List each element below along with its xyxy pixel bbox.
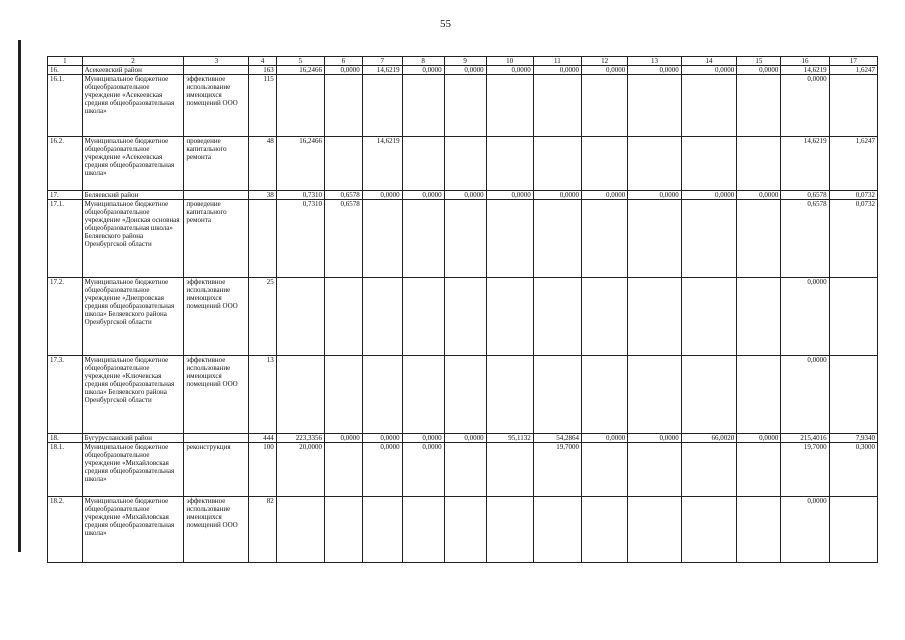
institution-name: Муниципальное бюджетное общеобразовательное учреждение «Асекеевская средняя общеобразовательная школа» bbox=[82, 137, 184, 191]
amount-cell: 0,0000 bbox=[533, 191, 581, 200]
measure-type: эффективное использование имеющихся помещений ООО bbox=[184, 278, 249, 356]
amount-cell bbox=[276, 75, 324, 137]
column-number-header: 1 bbox=[48, 57, 83, 66]
amount-cell: 215,4016 bbox=[781, 434, 829, 443]
amount-cell bbox=[402, 75, 444, 137]
amount-cell: 0,0000 bbox=[402, 443, 444, 497]
amount-cell bbox=[276, 497, 324, 563]
amount-cell bbox=[737, 137, 781, 191]
amount-cell bbox=[681, 356, 737, 434]
amount-cell bbox=[444, 497, 486, 563]
amount-cell bbox=[276, 356, 324, 434]
amount-cell: 0,3000 bbox=[829, 443, 877, 497]
column-number-header: 15 bbox=[737, 57, 781, 66]
amount-cell bbox=[628, 75, 682, 137]
amount-cell: 0,0000 bbox=[628, 434, 682, 443]
amount-cell: 14,6219 bbox=[781, 66, 829, 75]
amount-cell: 0,0000 bbox=[582, 191, 628, 200]
capacity bbox=[249, 200, 276, 278]
amount-cell: 0,0000 bbox=[444, 191, 486, 200]
amount-cell bbox=[582, 75, 628, 137]
row-number: 17.3. bbox=[48, 356, 83, 434]
amount-cell bbox=[402, 137, 444, 191]
amount-cell bbox=[681, 137, 737, 191]
margin-bar bbox=[18, 40, 21, 552]
amount-cell bbox=[325, 497, 363, 563]
measure-type: проведение капитального ремонта bbox=[184, 137, 249, 191]
capacity: 82 bbox=[249, 497, 276, 563]
amount-cell: 0,7310 bbox=[276, 191, 324, 200]
column-number-header: 6 bbox=[325, 57, 363, 66]
amount-cell: 14,6219 bbox=[781, 137, 829, 191]
amount-cell bbox=[582, 443, 628, 497]
amount-cell bbox=[628, 356, 682, 434]
amount-cell: 0,0000 bbox=[681, 66, 737, 75]
capacity: 25 bbox=[249, 278, 276, 356]
amount-cell bbox=[829, 497, 877, 563]
amount-cell: 0,0000 bbox=[362, 434, 402, 443]
amount-cell: 0,0000 bbox=[402, 66, 444, 75]
amount-cell: 0,0000 bbox=[533, 66, 581, 75]
school-row bbox=[48, 137, 878, 191]
institution-name: Муниципальное бюджетное общеобразовательное учреждение «Асекеевская средняя общеобразовательная школа» bbox=[82, 75, 184, 137]
column-number-header: 9 bbox=[444, 57, 486, 66]
row-number: 16.2. bbox=[48, 137, 83, 191]
column-number-header: 10 bbox=[486, 57, 533, 66]
amount-cell: 0,0000 bbox=[444, 434, 486, 443]
amount-cell bbox=[737, 443, 781, 497]
amount-cell bbox=[681, 200, 737, 278]
amount-cell bbox=[362, 200, 402, 278]
amount-cell bbox=[486, 75, 533, 137]
school-row bbox=[48, 278, 878, 356]
amount-cell: 7,9340 bbox=[829, 434, 877, 443]
amount-cell: 0,0000 bbox=[781, 278, 829, 356]
amount-cell bbox=[582, 200, 628, 278]
amount-cell bbox=[362, 497, 402, 563]
institution-name: Муниципальное бюджетное общеобразовательное учреждение «Ключевская средняя общеобразовательная школа» Беляевского района Оренбургской области bbox=[82, 356, 184, 434]
column-number-header: 13 bbox=[628, 57, 682, 66]
amount-cell bbox=[628, 443, 682, 497]
capacity: 13 bbox=[249, 356, 276, 434]
capacity: 48 bbox=[249, 137, 276, 191]
amount-cell bbox=[325, 443, 363, 497]
amount-cell bbox=[533, 200, 581, 278]
amount-cell: 16,2466 bbox=[276, 66, 324, 75]
column-number-header: 12 bbox=[582, 57, 628, 66]
amount-cell: 0,0000 bbox=[781, 356, 829, 434]
institution-name: Муниципальное бюджетное общеобразовательное учреждение «Михайловская средняя общеобразовательная школа» bbox=[82, 443, 184, 497]
amount-cell bbox=[737, 75, 781, 137]
amount-cell: 0,0000 bbox=[737, 66, 781, 75]
amount-cell bbox=[737, 497, 781, 563]
institution-name: Беляевский район bbox=[82, 191, 184, 200]
amount-cell bbox=[533, 278, 581, 356]
amount-cell: 0,6578 bbox=[781, 191, 829, 200]
institution-name: Бугурусланский район bbox=[82, 434, 184, 443]
column-number-header: 11 bbox=[533, 57, 581, 66]
amount-cell bbox=[444, 75, 486, 137]
amount-cell: 14,6219 bbox=[362, 137, 402, 191]
measure-type: проведение капитального ремонта bbox=[184, 200, 249, 278]
amount-cell bbox=[582, 356, 628, 434]
amount-cell: 0,0000 bbox=[362, 443, 402, 497]
amount-cell bbox=[444, 443, 486, 497]
district-summary-row bbox=[48, 191, 878, 200]
measure-type bbox=[184, 191, 249, 200]
amount-cell bbox=[628, 278, 682, 356]
amount-cell bbox=[444, 137, 486, 191]
institution-name: Муниципальное бюджетное общеобразовательное учреждение «Днепровская средняя общеобразовательная школа» Беляевского района Оренбургской области bbox=[82, 278, 184, 356]
amount-cell bbox=[444, 200, 486, 278]
amount-cell bbox=[444, 356, 486, 434]
amount-cell: 0,0732 bbox=[829, 191, 877, 200]
data-table bbox=[47, 56, 878, 563]
amount-cell: 0,0000 bbox=[737, 191, 781, 200]
row-number: 18.1. bbox=[48, 443, 83, 497]
amount-cell bbox=[829, 278, 877, 356]
amount-cell bbox=[444, 278, 486, 356]
amount-cell: 0,0000 bbox=[781, 497, 829, 563]
amount-cell: 0,0000 bbox=[582, 434, 628, 443]
amount-cell: 0,0000 bbox=[362, 191, 402, 200]
amount-cell: 0,7310 bbox=[276, 200, 324, 278]
column-number-header: 2 bbox=[82, 57, 184, 66]
school-row bbox=[48, 200, 878, 278]
amount-cell: 0,0000 bbox=[737, 434, 781, 443]
amount-cell: 0,6578 bbox=[325, 200, 363, 278]
amount-cell bbox=[362, 75, 402, 137]
amount-cell: 0,0000 bbox=[325, 66, 363, 75]
row-number: 18. bbox=[48, 434, 83, 443]
amount-cell: 0,0000 bbox=[402, 434, 444, 443]
amount-cell: 0,6578 bbox=[325, 191, 363, 200]
amount-cell bbox=[737, 278, 781, 356]
capacity: 100 bbox=[249, 443, 276, 497]
amount-cell bbox=[582, 497, 628, 563]
amount-cell bbox=[533, 356, 581, 434]
amount-cell bbox=[681, 443, 737, 497]
column-number-header: 5 bbox=[276, 57, 324, 66]
column-number-header: 16 bbox=[781, 57, 829, 66]
amount-cell: 0,0000 bbox=[781, 75, 829, 137]
school-row bbox=[48, 443, 878, 497]
measure-type: реконструкция bbox=[184, 443, 249, 497]
column-number-header: 3 bbox=[184, 57, 249, 66]
amount-cell: 1,6247 bbox=[829, 137, 877, 191]
amount-cell bbox=[325, 137, 363, 191]
amount-cell: 0,0000 bbox=[325, 434, 363, 443]
measure-type bbox=[184, 434, 249, 443]
page-number: 55 bbox=[440, 18, 451, 30]
amount-cell bbox=[325, 356, 363, 434]
amount-cell bbox=[486, 278, 533, 356]
amount-cell: 1,6247 bbox=[829, 66, 877, 75]
amount-cell bbox=[829, 356, 877, 434]
capacity: 444 bbox=[249, 434, 276, 443]
amount-cell: 0,0000 bbox=[486, 66, 533, 75]
amount-cell bbox=[276, 278, 324, 356]
amount-cell bbox=[362, 356, 402, 434]
amount-cell bbox=[362, 278, 402, 356]
district-summary-row bbox=[48, 434, 878, 443]
district-summary-row bbox=[48, 66, 878, 75]
header-row bbox=[48, 57, 878, 66]
capacity: 38 bbox=[249, 191, 276, 200]
institution-name: Муниципальное бюджетное общеобразовательное учреждение «Донская основная общеобразовательная школа» Беляевского района Оренбургской области bbox=[82, 200, 184, 278]
row-number: 18.2. bbox=[48, 497, 83, 563]
amount-cell bbox=[737, 200, 781, 278]
institution-name: Асекеевский район bbox=[82, 66, 184, 75]
amount-cell: 16,2466 bbox=[276, 137, 324, 191]
amount-cell: 66,0020 bbox=[681, 434, 737, 443]
capacity: 163 bbox=[249, 66, 276, 75]
amount-cell bbox=[628, 200, 682, 278]
amount-cell bbox=[737, 356, 781, 434]
column-number-header: 14 bbox=[681, 57, 737, 66]
capacity: 115 bbox=[249, 75, 276, 137]
school-row bbox=[48, 497, 878, 563]
amount-cell bbox=[402, 497, 444, 563]
amount-cell bbox=[681, 497, 737, 563]
amount-cell bbox=[582, 278, 628, 356]
amount-cell bbox=[628, 497, 682, 563]
amount-cell bbox=[402, 278, 444, 356]
amount-cell bbox=[533, 75, 581, 137]
institution-name: Муниципальное бюджетное общеобразовательное учреждение «Михайловская средняя общеобразовательная школа» bbox=[82, 497, 184, 563]
amount-cell bbox=[325, 75, 363, 137]
amount-cell bbox=[486, 497, 533, 563]
amount-cell bbox=[533, 137, 581, 191]
column-number-header: 17 bbox=[829, 57, 877, 66]
amount-cell: 19,7000 bbox=[781, 443, 829, 497]
amount-cell bbox=[681, 278, 737, 356]
amount-cell bbox=[582, 137, 628, 191]
measure-type bbox=[184, 66, 249, 75]
school-row bbox=[48, 356, 878, 434]
column-number-header: 8 bbox=[402, 57, 444, 66]
column-number-header: 7 bbox=[362, 57, 402, 66]
row-number: 17.1. bbox=[48, 200, 83, 278]
row-number: 17.2. bbox=[48, 278, 83, 356]
measure-type: эффективное использование имеющихся помещений ООО bbox=[184, 356, 249, 434]
amount-cell bbox=[486, 137, 533, 191]
amount-cell: 19,7000 bbox=[533, 443, 581, 497]
amount-cell bbox=[533, 497, 581, 563]
measure-type: эффективное использование имеющихся помещений ООО bbox=[184, 75, 249, 137]
amount-cell: 223,3356 bbox=[276, 434, 324, 443]
amount-cell: 0,0732 bbox=[829, 200, 877, 278]
amount-cell: 14,6219 bbox=[362, 66, 402, 75]
amount-cell bbox=[829, 75, 877, 137]
row-number: 16. bbox=[48, 66, 83, 75]
amount-cell: 0,0000 bbox=[628, 191, 682, 200]
amount-cell: 95,1132 bbox=[486, 434, 533, 443]
amount-cell: 0,0000 bbox=[486, 191, 533, 200]
amount-cell: 0,0000 bbox=[582, 66, 628, 75]
amount-cell: 0,0000 bbox=[681, 191, 737, 200]
amount-cell bbox=[628, 137, 682, 191]
amount-cell bbox=[402, 200, 444, 278]
amount-cell: 0,0000 bbox=[628, 66, 682, 75]
amount-cell: 54,2864 bbox=[533, 434, 581, 443]
amount-cell bbox=[325, 278, 363, 356]
amount-cell bbox=[486, 443, 533, 497]
measure-type: эффективное использование имеющихся помещений ООО bbox=[184, 497, 249, 563]
amount-cell bbox=[486, 356, 533, 434]
amount-cell bbox=[681, 75, 737, 137]
amount-cell: 20,0000 bbox=[276, 443, 324, 497]
row-number: 16.1. bbox=[48, 75, 83, 137]
amount-cell bbox=[486, 200, 533, 278]
column-number-header: 4 bbox=[249, 57, 276, 66]
row-number: 17. bbox=[48, 191, 83, 200]
amount-cell: 0,0000 bbox=[402, 191, 444, 200]
amount-cell: 0,6578 bbox=[781, 200, 829, 278]
amount-cell bbox=[402, 356, 444, 434]
amount-cell: 0,0000 bbox=[444, 66, 486, 75]
school-row bbox=[48, 75, 878, 137]
